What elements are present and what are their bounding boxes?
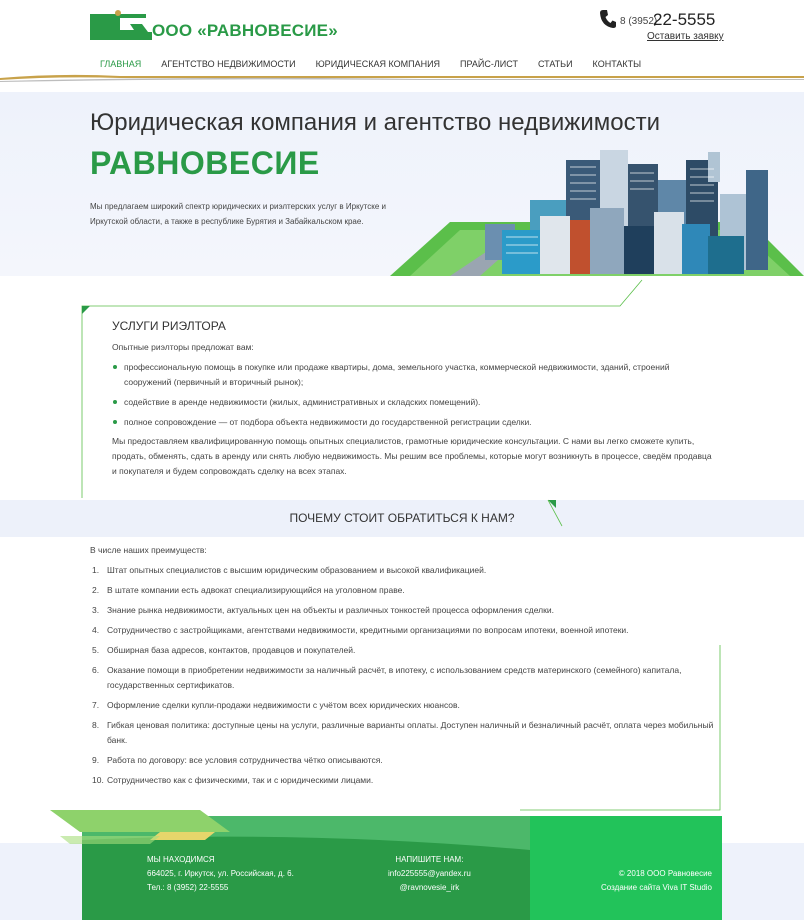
list-item: 6. Оказание помощи в приобретении недвижимости за наличный расчёт, в ипотеку, с использованием средств материнского (семейного) капитала, государственных сертификатов.	[92, 665, 682, 690]
site-header	[0, 0, 804, 92]
nav-item-articles[interactable]: СТАТЬИ	[537, 59, 573, 69]
list-item: 9. Работа по договору: все условия сотрудничества чётко описываются.	[92, 755, 383, 765]
footer-contacts	[388, 853, 471, 895]
why-list	[92, 563, 717, 793]
nav-item-realty-agency[interactable]: АГЕНТСТВО НЕДВИЖИМОСТИ	[161, 59, 296, 69]
nav-item-home[interactable]: ГЛАВНАЯ	[100, 59, 142, 69]
brand-name[interactable]: ООО «РАВНОВЕСИЕ»	[152, 21, 338, 40]
list-item: 3. Знание рынка недвижимости, актуальных цен на объекты и различных тонкостей процесса оформления сделки.	[92, 605, 554, 615]
realtor-outro: Мы предоставляем квалифицированную помощь опытных специалистов, грамотные юридические консультации. С нами вы легко сможете купить, продать, обменять, сдать в аренду или снять любую недвижимость. Мы решим все проблемы, которые могут возникнуть в процессе, сведём продавца и покупателя и будем сопровождать сделку на всех этапах.	[112, 436, 712, 476]
footer-instagram-link[interactable]: @ravnovesie_irk	[399, 883, 460, 892]
footer-email-link[interactable]: info225555@yandex.ru	[388, 869, 471, 878]
footer-credits	[594, 867, 712, 895]
phone-prefix: 8 (3952)	[620, 16, 658, 27]
footer-copyright: © 2018 ООО Равновесие	[618, 869, 712, 878]
footer-address: 664025, г. Иркутск, ул. Российская, д. 6.	[147, 869, 294, 878]
list-item: 2. В штате компании есть адвокат специализирующийся на уголовном праве.	[92, 585, 405, 595]
list-item: содействие в аренде недвижимости (жилых, административных и складских помещений).	[112, 395, 712, 410]
hero-brand: РАВНОВЕСИЕ	[90, 145, 320, 181]
nav-item-price-list[interactable]: ПРАЙС-ЛИСТ	[460, 59, 518, 69]
footer-write-title: НАПИШИТЕ НАМ:	[395, 855, 464, 864]
phone-icon	[600, 10, 616, 28]
hero-section	[0, 92, 804, 276]
footer-location	[147, 853, 294, 895]
callback-link[interactable]: Оставить заявку	[647, 31, 724, 42]
city-buildings-illustration	[390, 150, 804, 276]
why-intro: В числе наших преимуществ:	[90, 545, 207, 555]
hero-title: Юридическая компания и агентство недвижимости	[90, 109, 660, 136]
realtor-title: УСЛУГИ РИЭЛТОРА	[112, 319, 226, 333]
footer-location-title: МЫ НАХОДИМСЯ	[147, 855, 215, 864]
realtor-intro: Опытные риэлторы предложат вам:	[112, 342, 254, 352]
why-title: ПОЧЕМУ СТОИТ ОБРАТИТЬСЯ К НАМ?	[289, 511, 515, 525]
list-item: 1. Штат опытных специалистов с высшим юридическим образованием и высокой квалификацией.	[92, 565, 487, 575]
list-item: 5. Обширная база адресов, контактов, продавцов и покупателей.	[92, 645, 356, 655]
footer-studio-link[interactable]: Создание сайта Viva IT Studio	[601, 883, 712, 892]
list-item: 10. Сотрудничество как с физическими, так и с юридическими лицами.	[92, 775, 374, 785]
list-item: полное сопровождение — от подбора объекта недвижимости до государственной регистрации сделки.	[112, 415, 712, 430]
list-item: 7. Оформление сделки купли-продажи недвижимости с учётом всех юридических нюансов.	[92, 700, 460, 710]
realtor-list	[112, 360, 712, 435]
nav-divider-swoosh	[0, 70, 804, 84]
nav-item-contacts[interactable]: КОНТАКТЫ	[592, 59, 642, 69]
footer-phone[interactable]: Тел.: 8 (3952) 22-5555	[147, 883, 229, 892]
site-footer	[0, 810, 804, 920]
list-item: 4. Сотрудничество с застройщиками, агентствами недвижимости, кредитными организациями по вопросам ипотеки, военной ипотеки.	[92, 625, 629, 635]
list-item: профессиональную помощь в покупке или продаже квартиры, дома, земельного участка, коммерческой недвижимости, зданий, строений сооружений (первичный и вторичный рынок);	[112, 360, 712, 390]
hero-description: Мы предлагаем широкий спектр юридических и риэлтерских услуг в Иркутске и Иркутской области, а также в республике Бурятия и Забайкальском крае.	[90, 202, 386, 226]
list-item: 8. Гибкая ценовая политика: доступные цены на услуги, различные варианты оплаты. Доступен наличный и безналичный расчёт, оплата через мобильный банк.	[92, 720, 714, 745]
nav-item-law-company[interactable]: ЮРИДИЧЕСКАЯ КОМПАНИЯ	[315, 59, 441, 69]
phone-number: 22-5555	[653, 10, 716, 29]
